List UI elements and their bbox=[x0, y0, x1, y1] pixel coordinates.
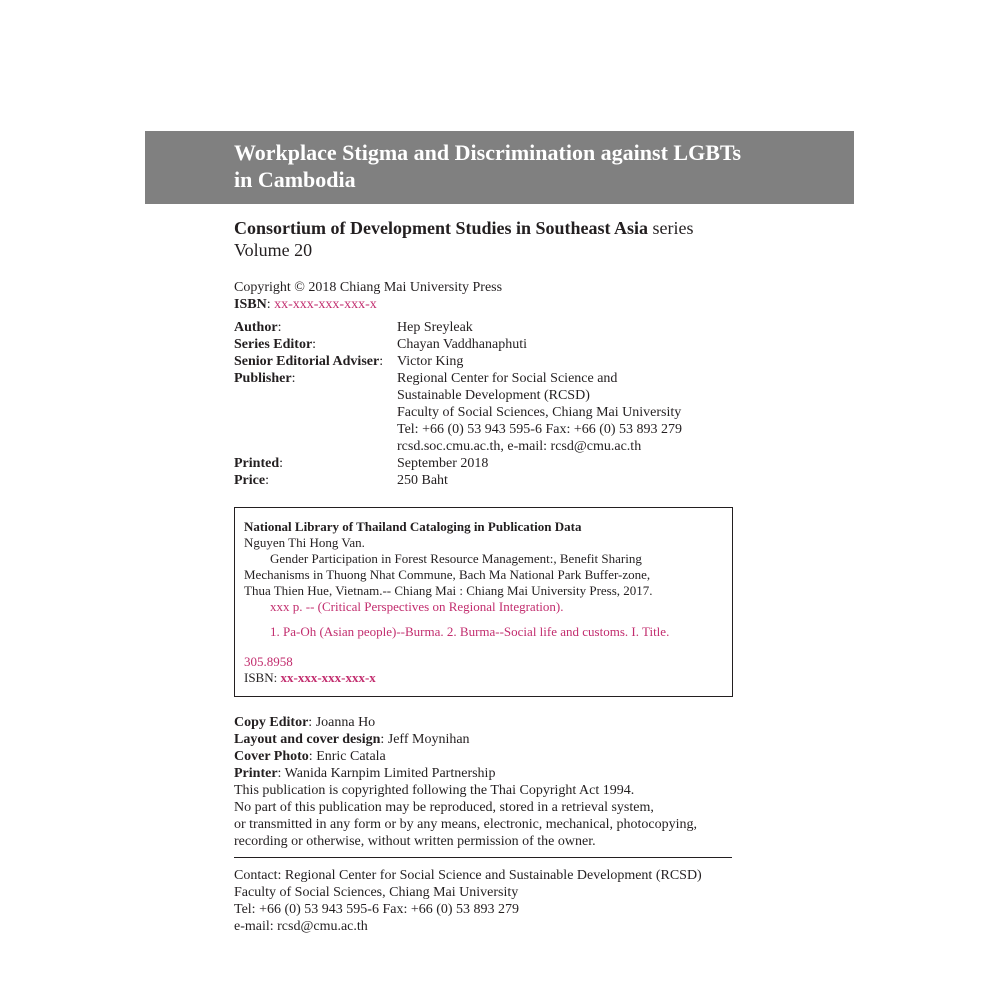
price-label: Price bbox=[234, 473, 266, 488]
cip-isbn bbox=[244, 670, 724, 686]
author-label: Author bbox=[234, 320, 278, 335]
cip-title-line: Gender Participation in Forest Resource Management:, Benefit Sharing bbox=[270, 551, 642, 566]
copyright-notice-line: recording or otherwise, without written permission of the owner. bbox=[234, 834, 596, 849]
book-title-line-2: in Cambodia bbox=[234, 167, 356, 192]
meta-row-publisher: Publisher: Regional Center for Social Science and bbox=[234, 370, 754, 387]
metadata-table bbox=[234, 319, 754, 489]
contact-line: Contact: Regional Center for Social Science and Sustainable Development (RCSD) bbox=[234, 868, 702, 883]
publisher-line: Sustainable Development (RCSD) bbox=[397, 388, 590, 403]
meta-row-author: Author: Hep Sreyleak bbox=[234, 319, 754, 336]
cip-subjects: 1. Pa-Oh (Asian people)--Burma. 2. Burma--Social life and customs. I. Title. bbox=[270, 624, 670, 639]
copy-editor-label: Copy Editor bbox=[234, 715, 309, 730]
book-title-line-1: Workplace Stigma and Discrimination against LGBTs bbox=[234, 140, 742, 165]
credits-block bbox=[234, 714, 754, 850]
isbn-value: xx-xxx-xxx-xxx-x bbox=[274, 297, 377, 312]
printed-label: Printed bbox=[234, 456, 280, 471]
printer-value: Wanida Karnpim Limited Partnership bbox=[284, 766, 496, 781]
printer-line: Printer: Wanida Karnpim Limited Partnership bbox=[234, 766, 496, 781]
book-title bbox=[234, 139, 844, 193]
meta-row-adviser: Senior Editorial Adviser: Victor King bbox=[234, 353, 754, 370]
copyright-notice-line: or transmitted in any form or by any means, electronic, mechanical, photocopying, bbox=[234, 817, 698, 832]
adviser-value: Victor King bbox=[397, 354, 464, 369]
cover-photo-line: Cover Photo: Enric Catala bbox=[234, 749, 386, 764]
copyright-line: Copyright © 2018 Chiang Mai University Press bbox=[234, 280, 503, 295]
series-volume: Volume 20 bbox=[234, 240, 313, 260]
printer-label: Printer bbox=[234, 766, 278, 781]
isbn-line: ISBN: xx-xxx-xxx-xxx-x bbox=[234, 297, 377, 312]
cip-title-line: Mechanisms in Thuong Nhat Commune, Bach Ma National Park Buffer-zone, bbox=[244, 567, 651, 582]
isbn-label: ISBN bbox=[234, 297, 267, 312]
meta-row-printed: Printed: September 2018 bbox=[234, 455, 754, 472]
layout-line: Layout and cover design: Jeff Moynihan bbox=[234, 732, 470, 747]
cip-heading: National Library of Thailand Cataloging in Publication Data bbox=[244, 519, 582, 534]
copy-editor-value: Joanna Ho bbox=[315, 715, 376, 730]
copy-editor-line: Copy Editor: Joanna Ho bbox=[234, 715, 376, 730]
cip-pages: xxx p. -- (Critical Perspectives on Regional Integration). bbox=[270, 599, 564, 614]
publisher-line: Regional Center for Social Science and bbox=[397, 371, 618, 386]
meta-row-series-editor: Series Editor: Chayan Vaddhanaphuti bbox=[234, 336, 754, 353]
layout-value: Jeff Moynihan bbox=[387, 732, 470, 747]
cip-author: Nguyen Thi Hong Van. bbox=[244, 535, 365, 550]
adviser-label: Senior Editorial Adviser bbox=[234, 354, 380, 369]
publisher-line: Tel: +66 (0) 53 943 595-6 Fax: +66 (0) 53 893 279 bbox=[397, 422, 683, 437]
contact-block bbox=[234, 867, 754, 935]
divider bbox=[234, 857, 732, 858]
cip-isbn-value: xx-xxx-xxx-xxx-x bbox=[280, 670, 376, 685]
copyright-notice-line: No part of this publication may be reproduced, stored in a retrieval system, bbox=[234, 800, 654, 815]
meta-row-price: Price: 250 Baht bbox=[234, 472, 754, 489]
copyright-notice-line: This publication is copyrighted following the Thai Copyright Act 1994. bbox=[234, 783, 635, 798]
cip-classification: 305.8958 bbox=[244, 654, 293, 669]
price-value: 250 Baht bbox=[397, 473, 448, 488]
series-suffix: series bbox=[648, 218, 694, 238]
contact-line: e-mail: rcsd@cmu.ac.th bbox=[234, 919, 368, 934]
layout-label: Layout and cover design bbox=[234, 732, 381, 747]
cip-title-line: Thua Thien Hue, Vietnam.-- Chiang Mai : Chiang Mai University Press, 2017. bbox=[244, 583, 653, 598]
publisher-line: rcsd.soc.cmu.ac.th, e-mail: rcsd@cmu.ac.th bbox=[397, 439, 642, 454]
publisher-line: Faculty of Social Sciences, Chiang Mai University bbox=[397, 405, 682, 420]
publisher-label: Publisher bbox=[234, 371, 292, 386]
cover-photo-value: Enric Catala bbox=[316, 749, 386, 764]
author-value: Hep Sreyleak bbox=[397, 320, 473, 335]
printed-value: September 2018 bbox=[397, 456, 489, 471]
contact-line: Faculty of Social Sciences, Chiang Mai University bbox=[234, 885, 519, 900]
series-info bbox=[234, 217, 794, 261]
cip-isbn-label: ISBN: bbox=[244, 670, 281, 685]
series-editor-label: Series Editor bbox=[234, 337, 313, 352]
contact-line: Tel: +66 (0) 53 943 595-6 Fax: +66 (0) 53 893 279 bbox=[234, 902, 520, 917]
series-editor-value: Chayan Vaddhanaphuti bbox=[397, 337, 527, 352]
cip-box bbox=[234, 507, 733, 697]
copyright-block bbox=[234, 279, 502, 313]
title-banner bbox=[145, 131, 854, 204]
cover-photo-label: Cover Photo bbox=[234, 749, 309, 764]
series-name: Consortium of Development Studies in Southeast Asia bbox=[234, 218, 649, 238]
